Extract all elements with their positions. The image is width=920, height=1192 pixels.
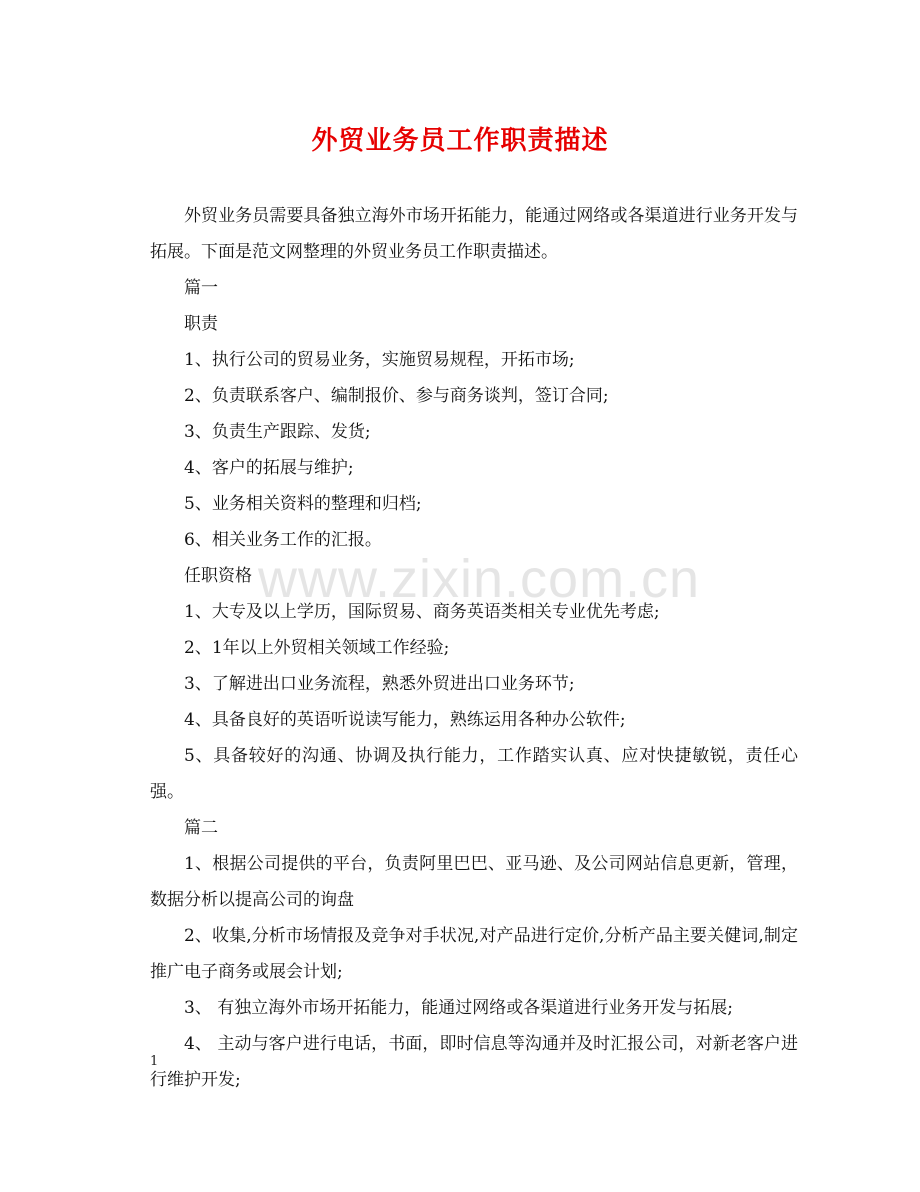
list-item: 3、负责生产跟踪、发货; xyxy=(184,422,371,442)
list-item: 2、1年以上外贸相关领域工作经验; xyxy=(184,638,450,658)
list-item: 2、收集,分析市场情报及竞争对手状况,对产品进行定价,分析产品主要关健词,制定推广电子商务或展会计划; xyxy=(150,926,798,982)
list-item: 1、大专及以上学历，国际贸易、商务英语类相关专业优先考虑; xyxy=(184,602,660,622)
list-item: 4、客户的拓展与维护; xyxy=(184,458,354,478)
subheading-qualifications: 任职资格 xyxy=(184,566,252,586)
list-item: 6、相关业务工作的汇报。 xyxy=(184,530,382,550)
list-item: 3、 有独立海外市场开拓能力，能通过网络或各渠道进行业务开发与拓展; xyxy=(184,998,733,1018)
watermark: www.zixin.com.cn xyxy=(258,549,701,609)
section-heading-1: 篇一 xyxy=(184,278,218,298)
list-item: 1、执行公司的贸易业务，实施贸易规程，开拓市场; xyxy=(184,350,575,370)
section-heading-2: 篇二 xyxy=(184,818,218,838)
page-number: 1 xyxy=(150,1054,159,1069)
list-item: 4、具备良好的英语听说读写能力，熟练运用各种办公软件; xyxy=(184,710,626,730)
list-item: 5、业务相关资料的整理和归档; xyxy=(184,494,422,514)
list-item: 2、负责联系客户、编制报价、参与商务谈判，签订合同; xyxy=(184,386,609,406)
list-item: 1、根据公司提供的平台，负责阿里巴巴、亚马逊、及公司网站信息更新，管理，数据分析以提高公司的询盘 xyxy=(150,854,798,910)
document-body xyxy=(150,198,798,1098)
list-item: 4、 主动与客户进行电话，书面，即时信息等沟通并及时汇报公司，对新老客户进行维护开发; xyxy=(150,1034,798,1090)
document-title: 外贸业务员工作职责描述 xyxy=(311,126,609,156)
list-item: 3、了解进出口业务流程，熟悉外贸进出口业务环节; xyxy=(184,674,575,694)
list-item: 5、具备较好的沟通、协调及执行能力，工作踏实认真、应对快捷敏锐，责任心强。 xyxy=(150,746,798,802)
subheading-duties: 职责 xyxy=(184,314,218,334)
paragraph-intro: 外贸业务员需要具备独立海外市场开拓能力，能通过网络或各渠道进行业务开发与拓展。下面是范文网整理的外贸业务员工作职责描述。 xyxy=(150,206,798,262)
